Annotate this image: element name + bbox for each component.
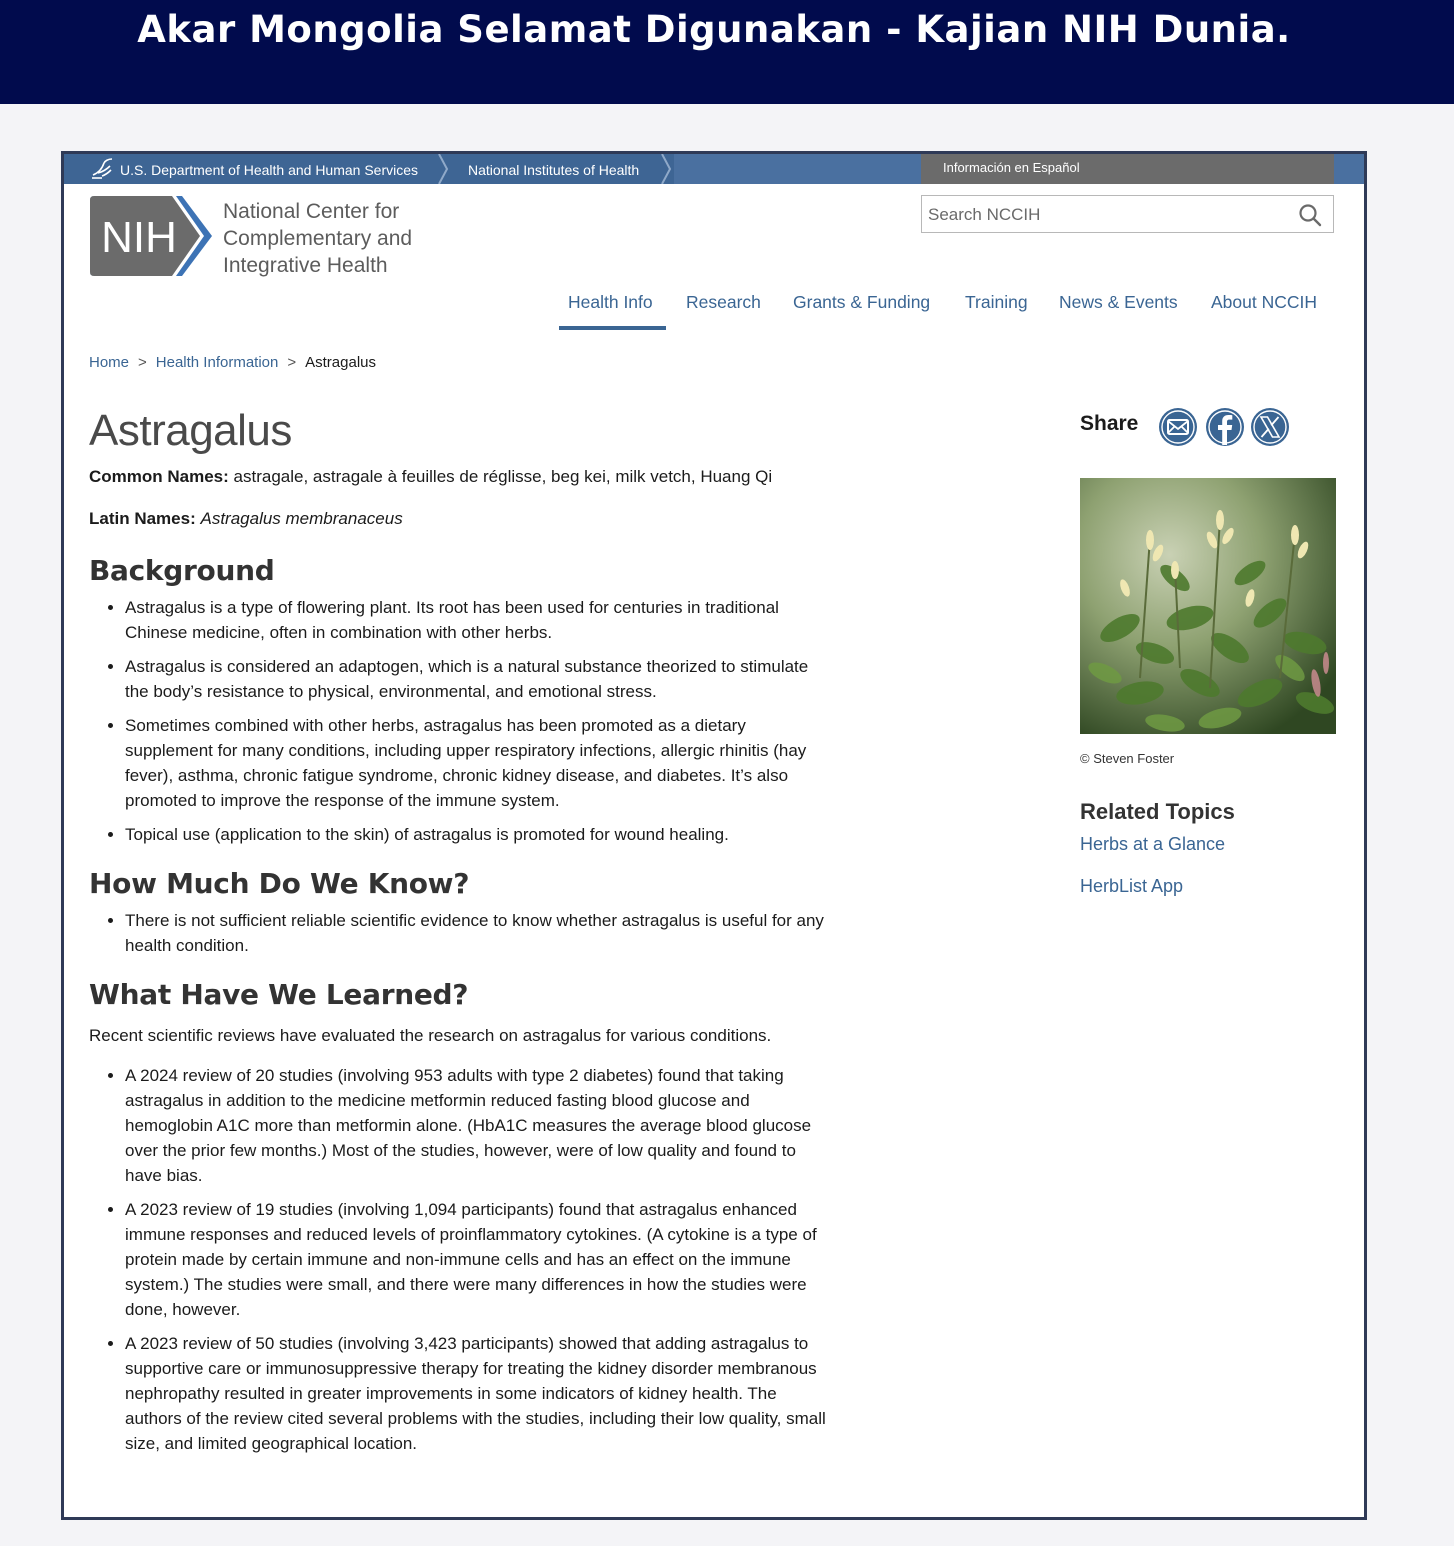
search-box <box>921 195 1334 233</box>
page-title: Astragalus <box>89 406 292 455</box>
list-item: • A 2023 review of 19 studies (involving 1,094 participants) found that astragalus enhanced immune responses and reduced levels of proinflammatory cytokines. (A cytokine is a type of protein made by certain immune and non-immune cells and has an effect on the immune system.) The studies were small, and there were many differences in how the studies were done, however. <box>125 1197 829 1322</box>
learned-heading: What Have We Learned? <box>89 978 469 1011</box>
list-item: • Astragalus is considered an adaptogen, which is a natural substance theorized to stimulate the body’s resistance to physical, environmental, and emotional stress. <box>125 654 829 704</box>
org-name-line: Complementary and <box>223 227 413 250</box>
org-name-line: Integrative Health <box>223 254 388 277</box>
org-name[interactable] <box>223 198 483 279</box>
article-content <box>89 404 829 1465</box>
learned-list <box>89 1063 829 1456</box>
list-item: • There is not sufficient reliable scientific evidence to know whether astragalus is useful for any health condition. <box>125 908 829 958</box>
astragalus-photo <box>1080 478 1336 734</box>
photo-credit: © Steven Foster <box>1080 751 1175 766</box>
latin-names <box>89 506 829 532</box>
breadcrumb-separator: > <box>138 354 147 371</box>
nav-grants-funding[interactable]: Grants & Funding <box>793 292 931 312</box>
know-list <box>89 908 829 958</box>
email-icon[interactable] <box>1158 407 1198 447</box>
nih-logo-text: NIH <box>101 213 177 262</box>
nav-news-events[interactable]: News & Events <box>1059 292 1178 312</box>
nih-link[interactable]: National Institutes of Health <box>468 162 640 178</box>
common-names <box>89 464 829 490</box>
common-names-value: astragale, astragale à feuilles de réglisse, beg kei, milk vetch, Huang Qi <box>228 467 773 486</box>
x-icon[interactable] <box>1250 407 1290 447</box>
latin-names-value: Astragalus membranaceus <box>200 509 403 528</box>
list-item: • Sometimes combined with other herbs, astragalus has been promoted as a dietary supplement for many conditions, including upper respiratory infections, allergic rhinitis (hay fever), asthma, chronic fatigue syndrome, chronic kidney disease, and diabetes. It’s also promoted to improve the response of the immune system. <box>125 713 829 813</box>
breadcrumb-current: Astragalus <box>305 354 376 371</box>
nav-health-info[interactable]: Health Info <box>568 292 653 312</box>
nav-about-nccih[interactable]: About NCCIH <box>1211 292 1318 312</box>
nav-research[interactable]: Research <box>686 292 761 312</box>
search-input[interactable] <box>922 196 1290 234</box>
know-heading: How Much Do We Know? <box>89 867 470 900</box>
hhs-eagle-icon <box>90 157 116 181</box>
org-name-line: National Center for <box>223 200 400 223</box>
breadcrumb-health-information[interactable]: Health Information <box>155 354 279 371</box>
banner-title: Akar Mongolia Selamat Digunakan - Kajian NIH Dunia. <box>137 8 1291 51</box>
search-icon[interactable] <box>1298 203 1322 227</box>
list-item: • A 2023 review of 50 studies (involving 3,423 participants) showed that adding astragalus to supportive care or immunosuppressive therapy for treating the kidney disorder membranous nephropathy resulted in greater improvements in some indicators of kidney health. The authors of the review cited several problems with the studies, including their low quality, small size, and limited geographical location. <box>125 1331 829 1456</box>
latin-names-label: Latin Names: <box>89 509 196 528</box>
chevron-right-icon <box>437 154 451 184</box>
background-heading: Background <box>89 554 275 587</box>
related-link-herblist-app[interactable]: HerbList App <box>1080 876 1184 896</box>
chevron-right-icon <box>660 154 674 184</box>
screenshot-frame <box>61 151 1367 1520</box>
list-item: • Topical use (application to the skin) of astragalus is promoted for wound healing. <box>125 822 829 847</box>
espanol-link[interactable]: Información en Español <box>921 154 1334 184</box>
facebook-icon[interactable] <box>1205 407 1245 447</box>
learned-intro: Recent scientific reviews have evaluated the research on astragalus for various conditions. <box>89 1026 772 1045</box>
nav-active-indicator <box>559 326 666 330</box>
list-item: • A 2024 review of 20 studies (involving 953 adults with type 2 diabetes) found that taking astragalus in addition to the medicine metformin reduced fasting blood glucose and hemoglobin A1C more than metformin alone. (HbA1C measures the average blood glucose over the prior few months.) Most of the studies, however, were of low quality and found to have bias. <box>125 1063 829 1188</box>
background-list <box>89 595 829 847</box>
top-utility-bar <box>64 154 1364 184</box>
nih-logo[interactable] <box>90 196 214 276</box>
banner <box>0 0 1454 104</box>
breadcrumb-home[interactable]: Home <box>89 354 130 371</box>
hhs-link[interactable]: U.S. Department of Health and Human Services <box>120 162 419 178</box>
list-item: • Astragalus is a type of flowering plant. Its root has been used for centuries in traditional Chinese medicine, often in combination with other herbs. <box>125 595 829 645</box>
common-names-label: Common Names: <box>89 467 229 486</box>
related-link-herbs-at-a-glance[interactable]: Herbs at a Glance <box>1080 834 1226 854</box>
breadcrumb <box>89 354 376 371</box>
share-label: Share <box>1080 412 1139 435</box>
breadcrumb-separator: > <box>287 354 297 371</box>
nav-training[interactable]: Training <box>965 292 1028 312</box>
related-topics-title: Related Topics <box>1080 799 1235 824</box>
